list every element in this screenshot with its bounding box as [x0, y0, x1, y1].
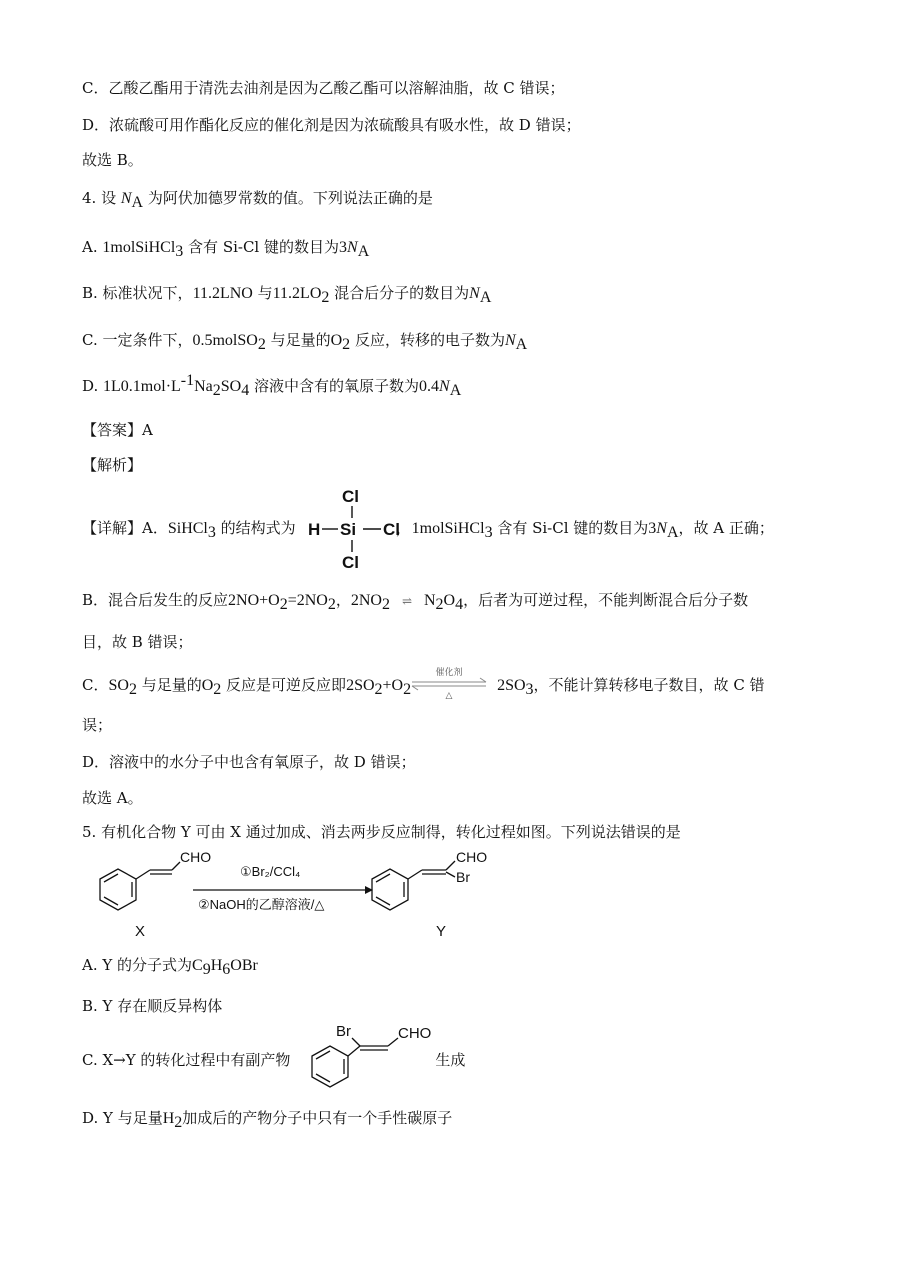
q5-stem: 5. 有机化合物 Y 可由 X 通过加成、消去两步反应制得，转化过程如图。下列说法错误的是	[82, 823, 681, 841]
q4-detail-a: 【详解】A．SiHCl$_3$ 的结构式为 ，1molSiHCl$_3$ 含有 Si-Cl 键的数目为$3N_A$，故 A 正确；	[82, 519, 774, 541]
q4-detail-b-line2: 目，故 B 错误；	[82, 633, 193, 651]
q4-detail-c-line1: C．$SO_2$ 与足量的$O_2$ 反应是可逆反应即$2SO_2+O_2$ $2SO_3$，不能计算转移电子数目，故 C 错	[82, 676, 765, 698]
q4-option-d: D. $1L0.1mol\cdot L^{-1}Na_2SO_4$ 溶液中含有的氧原子数为$0.4N_A$	[82, 372, 462, 399]
byproduct-cho: CHO	[398, 1025, 432, 1042]
q5-reaction-scheme	[80, 845, 520, 945]
q3-option-d-explanation: D．浓硫酸可用作酯化反应的催化剂是因为浓硫酸具有吸水性，故 D 错误；	[82, 116, 581, 134]
struct-si: Si	[340, 520, 357, 539]
byproduct-br: Br	[336, 1023, 351, 1040]
catalyst-label: 催化剂	[435, 667, 463, 677]
q4-option-a: A. 1molSiHCl$_3$ 含有 Si-Cl 键的数目为$3N_A$	[82, 238, 370, 260]
y-cho: CHO	[456, 849, 488, 865]
byproduct-structure	[300, 1018, 460, 1098]
y-label: Y	[436, 923, 447, 940]
q4-detail-b-line1: B．混合后发生的反应$2NO+O_2=2NO_2$，$2NO_2$ ⇌ $N_2O_4$，后者为可逆过程，不能判断混合后分子数	[82, 591, 749, 613]
q4-detail-c-line2: 误；	[82, 716, 113, 734]
struct-cl-bottom: Cl	[342, 553, 359, 572]
catalyst-equilibrium-arrow	[406, 664, 492, 700]
q5-option-d: D. Y 与足量$H_2$加成后的产物分子中只有一个手性碳原子	[82, 1109, 453, 1131]
sihcl3-structure	[306, 484, 410, 572]
x-cho: CHO	[180, 849, 212, 865]
q4-answer: 【答案】A	[82, 421, 153, 439]
molecule-y	[372, 861, 455, 910]
struct-h: H	[308, 520, 321, 539]
q3-final-answer: 故选 B。	[82, 151, 143, 169]
step2-label: ②NaOH的乙醇溶液/△	[198, 897, 325, 912]
q4-final-answer: 故选 A。	[82, 789, 143, 807]
x-label: X	[135, 923, 146, 940]
q3-option-c-explanation: C．乙酸乙酯用于清洗去油剂是因为乙酸乙酯可以溶解油脂，故 C 错误；	[82, 79, 565, 97]
y-br: Br	[456, 869, 470, 885]
q5-option-c: C. X→Y 的转化过程中有副产物 生成	[82, 1051, 466, 1069]
delta-label: △	[445, 690, 453, 700]
q4-option-b: B. 标准状况下，11.2LNO 与$11.2LO_2$ 混合后分子的数目为$N_A$	[82, 284, 492, 306]
q5-option-a: A. Y 的分子式为$C_9H_6OBr$	[82, 956, 258, 978]
step1-label: ①Br₂/CCl₄	[240, 864, 301, 879]
q4-option-c: C. 一定条件下，0.5molSO$_2$ 与足量的$O_2$ 反应，转移的电子数为$N_A$	[82, 331, 528, 353]
q4-detail-d: D．溶液中的水分子中也含有氧原子，故 D 错误；	[82, 753, 416, 771]
q5-option-b: B. Y 存在顺反异构体	[82, 997, 223, 1015]
q4-analysis-heading: 【解析】	[82, 456, 143, 474]
struct-cl-top: Cl	[342, 487, 359, 506]
q4-stem: 4. 设 $N_A$ 为阿伏加德罗常数的值。下列说法正确的是	[82, 189, 433, 211]
molecule-x	[100, 862, 180, 910]
struct-cl-right: Cl	[383, 520, 400, 539]
